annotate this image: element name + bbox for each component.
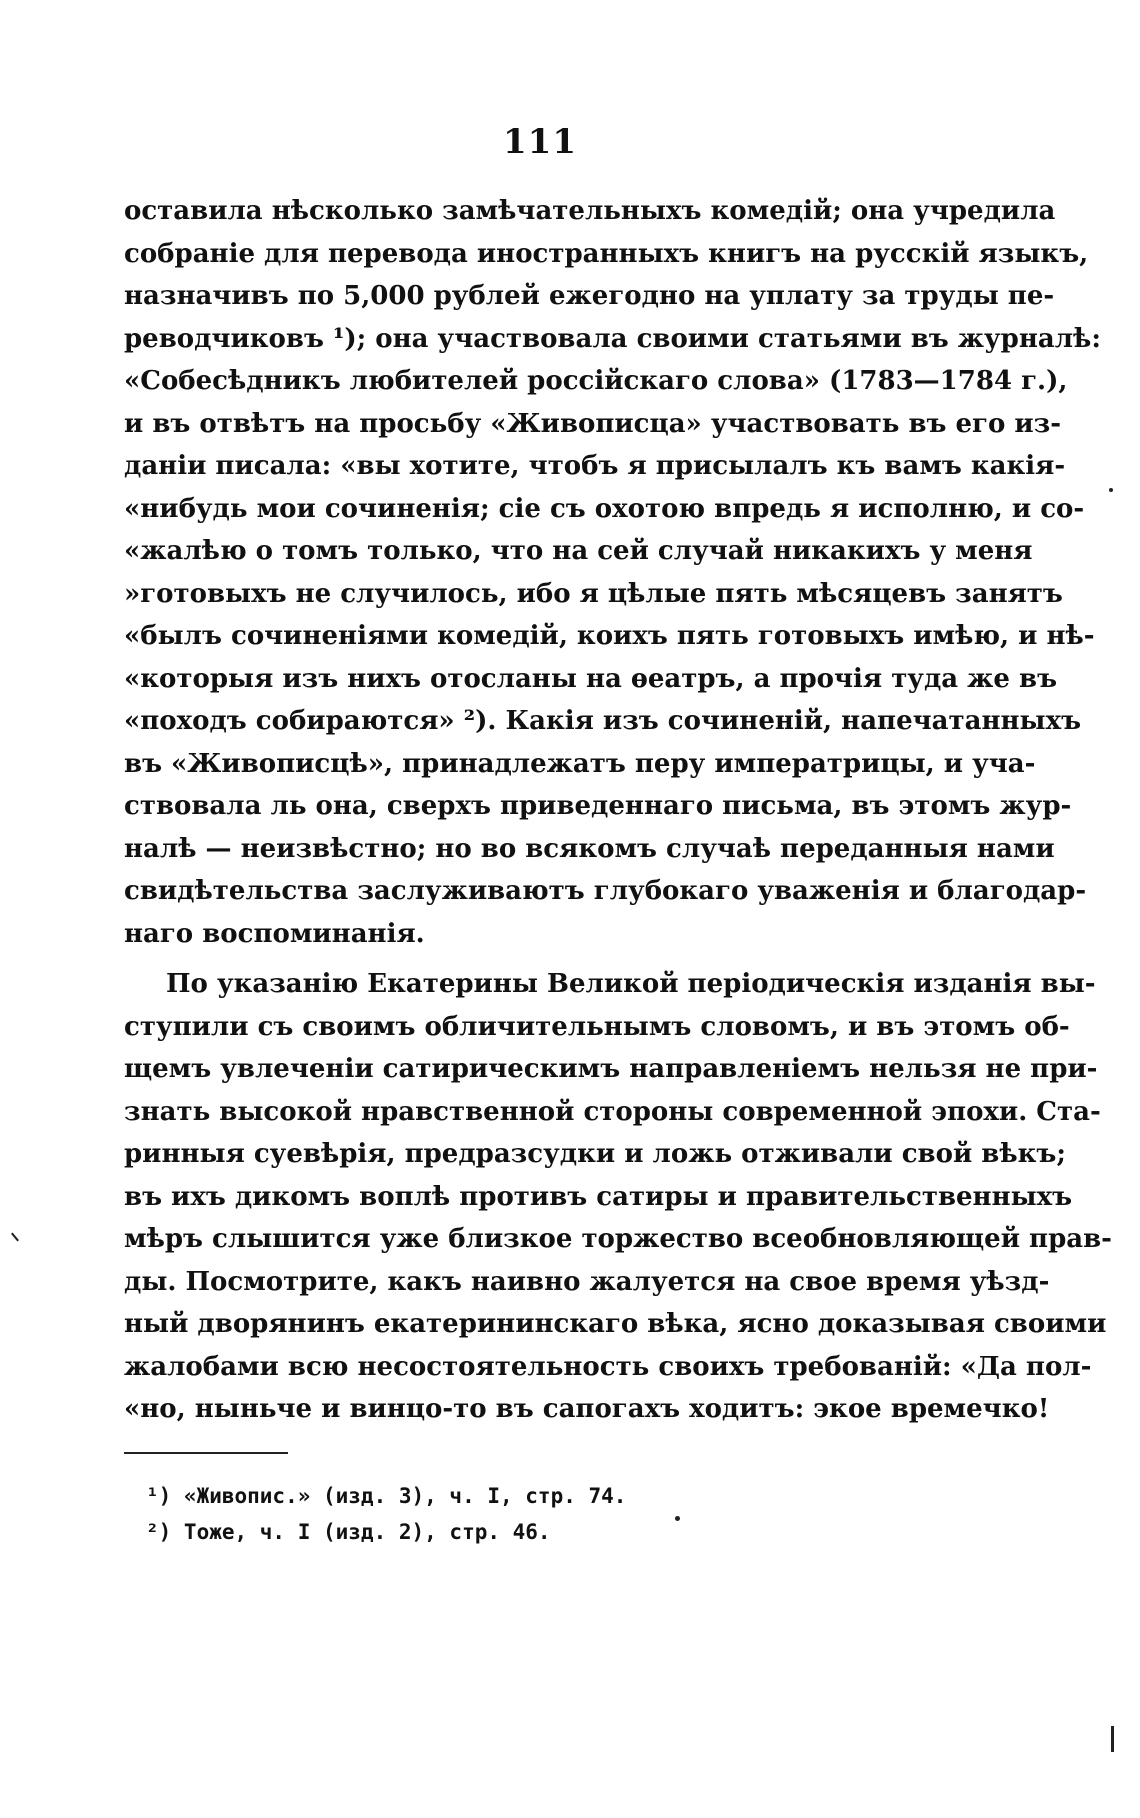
scan-speck: [1111, 1726, 1114, 1752]
text-line: «былъ сочиненіями комедій, коихъ пять готовыхъ имѣю, и нѣ-: [124, 621, 1095, 651]
page-number: 111: [503, 122, 577, 162]
text-line: жалобами всю несостоятельность своихъ требованій: «Да пол-: [124, 1351, 1092, 1382]
text-line: въ «Живописцѣ», принадлежатъ перу императрицы, и уча-: [124, 748, 1036, 779]
text-line: »готовыхъ не случилось, ибо я цѣлые пять мѣсяцевъ занятъ: [124, 578, 1063, 609]
text-line: собраніе для перевода иностранныхъ книгъ на русскій языкъ,: [124, 238, 1089, 269]
text-line: ды. Посмотрите, какъ наивно жалуется на свое время уѣзд-: [124, 1266, 1050, 1297]
text-line: По указанію Екатерины Великой періодическія изданія вы-: [166, 969, 1096, 999]
paragraph-gap: [124, 955, 956, 963]
text-line: щемъ увлеченіи сатирическимъ направленіемъ нельзя не при-: [124, 1054, 1098, 1084]
footnote-1: ¹) «Живопис.» (изд. 3), ч. I, стр. 74.: [146, 1484, 627, 1508]
paragraph-1: [124, 190, 1101, 955]
text-line: «нибудь мои сочиненія; сіе съ охотою впредь я исполню, и со-: [124, 493, 1085, 524]
paragraph-2: [124, 963, 1112, 1431]
text-line: «Собесѣдникъ любителей россійскаго слова» (1783—1784 г.),: [124, 366, 1068, 396]
text-line: назначивъ по 5,000 рублей ежегодно на уплату за труды пе-: [124, 281, 1055, 311]
text-line: даніи писала: «вы хотите, чтобъ я присылалъ къ вамъ какія-: [124, 451, 1066, 481]
text-line: «которыя изъ нихъ отосланы на ѳеатръ, а прочія туда же въ: [124, 663, 1058, 694]
scan-speck: [675, 1516, 680, 1521]
text-line: реводчиковъ ¹); она участвовала своими статьями въ журналѣ:: [124, 323, 1101, 354]
text-line: ствовала ль она, сверхъ приведеннаго письма, въ этомъ жур-: [124, 791, 1072, 821]
text-line: свидѣтельства заслуживаютъ глубокаго уваженія и благодар-: [124, 876, 1087, 906]
footnotes: [146, 1478, 746, 1550]
text-line: оставила нѣсколько замѣчательныхъ комедій; она учредила: [124, 196, 1056, 226]
text-line: «но, ныньче и винцо-то въ сапогахъ ходитъ: экое времечко!: [124, 1394, 1050, 1424]
text-line: ринныя суевѣрія, предразсудки и ложь отживали свой вѣкъ;: [124, 1139, 1066, 1169]
text-line: «походъ собираются» ²). Какія изъ сочиненій, напечатанныхъ: [124, 706, 1082, 736]
text-line: «жалѣю о томъ только, что на сей случай никакихъ у меня: [124, 536, 1033, 566]
text-line: налѣ — неизвѣстно; но во всякомъ случаѣ переданныя нами: [124, 833, 1055, 864]
text-line: въ ихъ дикомъ воплѣ противъ сатиры и правительственныхъ: [124, 1181, 1073, 1212]
text-line: знать высокой нравственной стороны современной эпохи. Ста-: [124, 1096, 1101, 1127]
scan-speck: [1109, 488, 1113, 492]
text-line: ный дворянинъ екатерининскаго вѣка, ясно доказывая своими: [124, 1309, 1107, 1339]
main-text: [124, 190, 1112, 1431]
text-line: наго воспоминанія.: [124, 918, 425, 949]
text-line: и въ отвѣтъ на просьбу «Живописца» участвовать въ его из-: [124, 408, 1062, 439]
footnote-divider: [124, 1452, 288, 1454]
text-line: ступили съ своимъ обличительнымъ словомъ, и въ этомъ об-: [124, 1011, 1070, 1042]
scan-speck: [11, 1233, 19, 1242]
text-line: мѣръ слышится уже близкое торжество всеобновляющей прав-: [124, 1224, 1112, 1254]
footnote-2: ²) Тоже, ч. I (изд. 2), стр. 46.: [146, 1520, 551, 1544]
